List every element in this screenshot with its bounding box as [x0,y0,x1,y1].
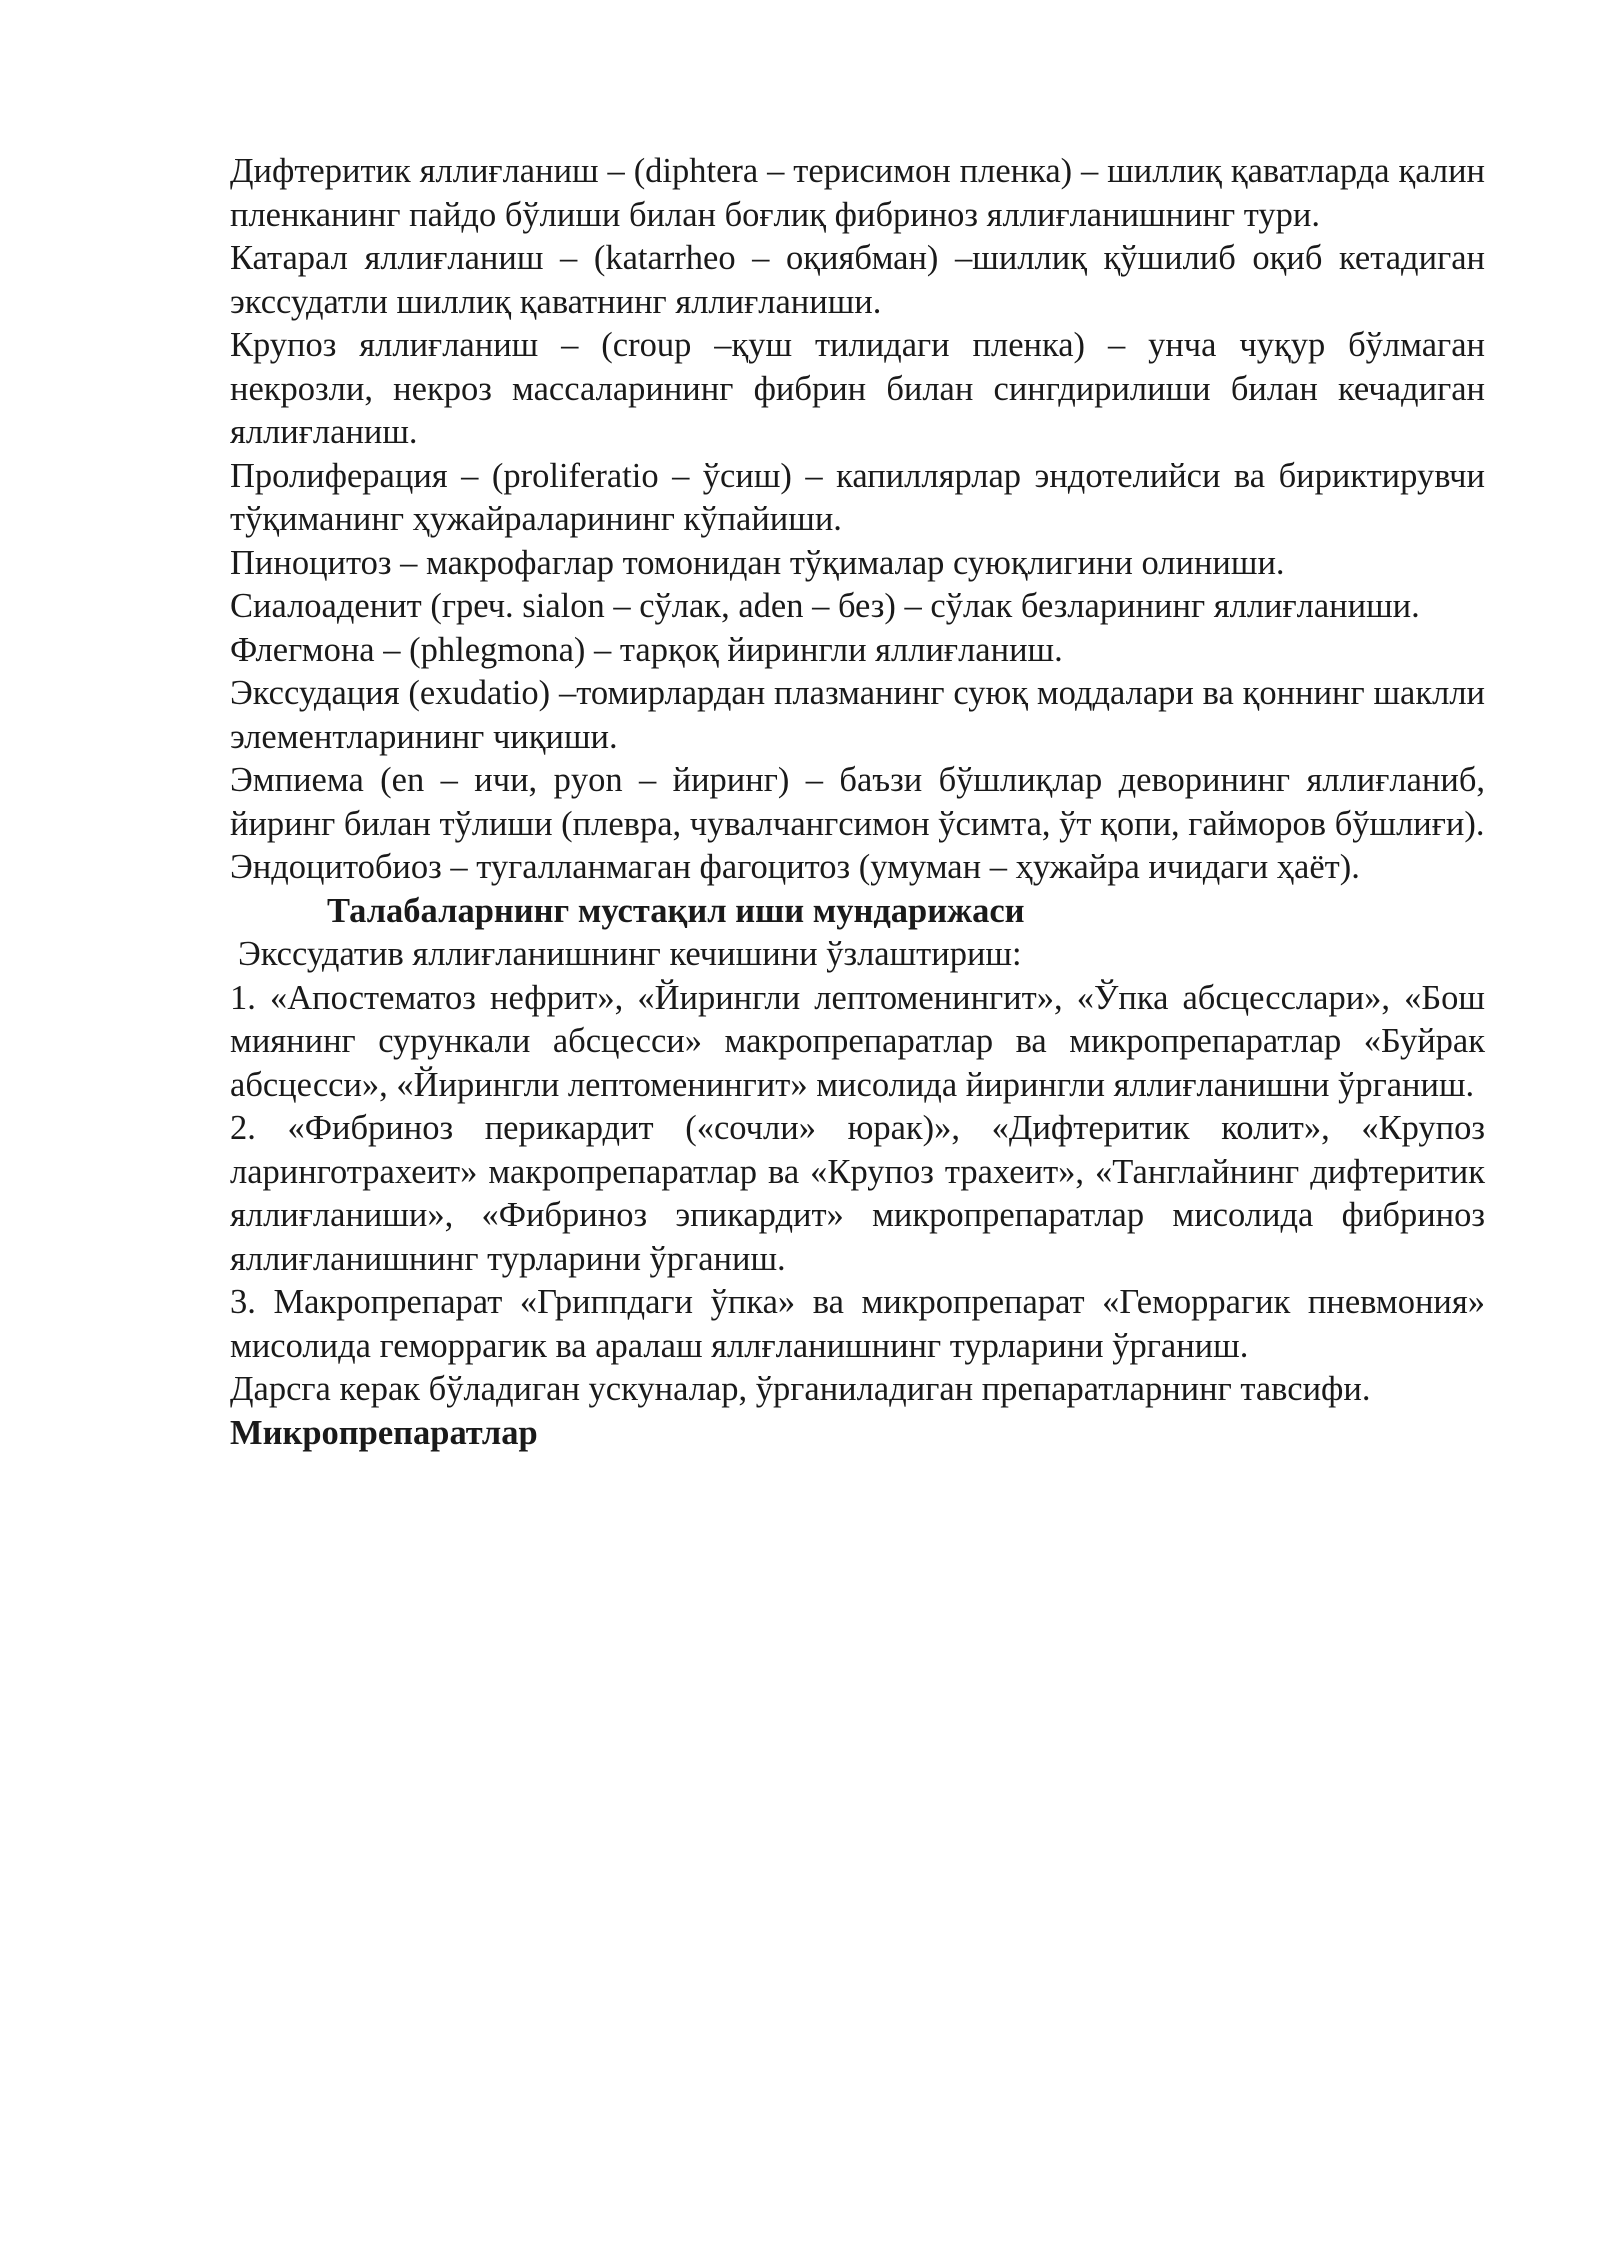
definition-empyema: Эмпиема (en – ичи, pyon – йиринг) – баъзи бўшлиқлар деворининг яллиғланиб, йиринг билан тўлиши (плевра, чувалчангсимон ўсимта, ўт қопи, гайморов бўшлиғи). [230,761,1485,843]
micropreparations-heading: Микропрепаратлар [230,1413,538,1452]
definition-pinocytosis: Пиноцитоз – макрофаглар томонидан тўқималар суюқлигини олиниши. [230,543,1285,582]
section-heading: Талабаларнинг мустақил иши мундарижаси [327,891,1025,930]
definition-proliferation: Пролиферация – (proliferatio – ўсиш) – капиллярлар эндотелийси ва бириктирувчи тўқиманинг ҳужайраларининг кўпайиши. [230,456,1485,538]
task-item-3: 3. Макропрепарат «Гриппдаги ўпка» ва микропрепарат «Геморрагик пневмония» мисолида геморрагик ва аралаш яллғланишнинг турларини ўрганиш. [230,1283,1485,1365]
section-intro: Экссудатив яллиғланишнинг кечишини ўзлаштириш: [238,935,1022,973]
definition-croupous: Крупоз яллиғланиш – (croup –қуш тилидаги пленка) – унча чуқур бўлмаган некрозли, некроз массаларининг фибрин билан сингдирилиши билан кечадиган яллиғланиш. [230,326,1485,451]
definition-sialoadenitis: Сиалоаденит (греч. sialon – сўлак, aden – без) – сўлак безларининг яллиғланиши. [230,587,1420,625]
definition-endocytobiosis: Эндоцитобиоз – тугалланмаган фагоцитоз (умуман – ҳужайра ичидаги ҳаёт). [230,848,1360,886]
definition-phlegmon: Флегмона – (phlegmona) – тарқоқ йирингли яллиғланиш. [230,630,1063,669]
task-item-2: 2. «Фибриноз перикардит («сочли» юрак)», «Дифтеритик колит», «Крупоз ларинготрахеит» макропрепаратлар ва «Крупоз трахеит», «Танглайнинг дифтеритик яллиғланиши», «Фибриноз эпикардит» микропрепаратлар мисолида фибриноз яллиғланишнинг турларини ўрганиш. [230,1109,1485,1278]
document-page [230,150,1485,1455]
task-item-1: 1. «Апостематоз нефрит», «Йирингли лептоменингит», «Ўпка абсцесслари», «Бош миянинг сурункали абсцесси» макропрепаратлар ва микропрепаратлар «Буйрак абсцесси», «Йирингли лептоменингит» мисолида йирингли яллиғланишни ўрганиш. [230,978,1485,1104]
definition-catarrhal: Катарал яллиғланиш – (katarrheo – оқиябман) –шиллиқ қўшилиб оқиб кетадиган экссудатли шиллиқ қаватнинг яллиғланиши. [230,239,1485,321]
definition-exudation: Экссудация (exudatio) –томирлардан плазманинг суюқ моддалари ва қоннинг шаклли элементларининг чиқиши. [230,674,1485,756]
definition-diphtheritic: Дифтеритик яллиғланиш – (diphtera – терисимон пленка) – шиллиқ қаватларда қалин пленканинг пайдо бўлиши билан боғлиқ фибриноз яллиғланишнинг тури. [230,152,1485,234]
equipment-line: Дарсга керак бўладиган ускуналар, ўрганиладиган препаратларнинг тавсифи. [230,1370,1371,1408]
